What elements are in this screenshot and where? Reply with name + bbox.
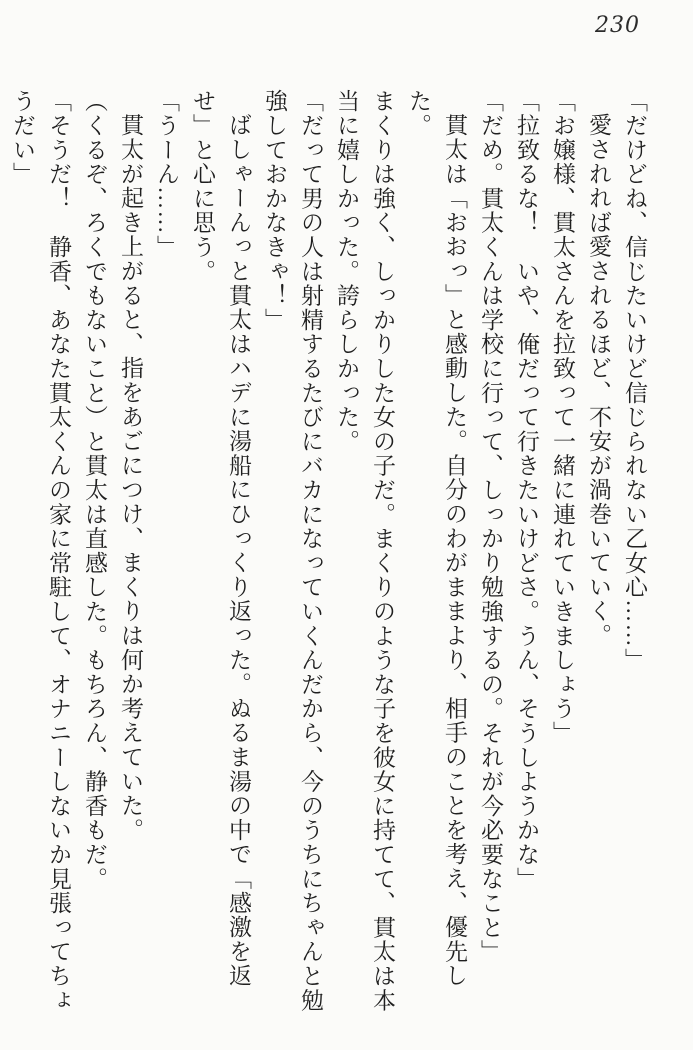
body-text [4,89,652,1019]
text-line: ばしゃーんっと貫太はハデに湯船にひっくり返った。ぬるま湯の中で「感激を返せ」と心に思う。 [190,89,251,989]
text-line: 貫太は「おおっ」と感動した。自分のわがままより、相手のことを考え、優先した。 [406,89,467,989]
text-line: 「お嬢様、貫太さんを拉致って一緒に連れていきましょう」 [550,89,575,746]
text-line: 「拉致るな！ いや、俺だって行きたいけどさ。うん、そうしようかな」 [514,89,539,891]
text-line: 「うーん……」 [154,89,179,260]
text-line: 「だめ。貫太くんは学校に行って、しっかり勉強するの。それが今必要なこと」 [478,89,503,964]
text-line: 愛されれば愛されるほど、不安が渦巻いていく。 [586,113,611,648]
text-line: 「だけどね、信じたいけど信じられない乙女心……」 [622,89,647,673]
text-line: まくりは強く、しっかりした女の子だ。まくりのような子を彼女に持てて、貫太は本当に嬉しかった。誇らしかった。 [334,89,395,1013]
page-number: 230 [595,13,640,38]
text-line: （くるぞ、ろくでもないこと）と貫太は直感した。もちろん、静香もだ。 [82,89,107,891]
text-line: 「そうだ！ 静香、あなた貫太くんの家に常駐して、オナニーしないか見張ってちょうだい」 [10,89,71,1013]
text-line: 貫太が起き上がると、指をあごにつけ、まくりは何か考えていた。 [118,113,143,843]
text-line: 「だって男の人は射精するたびにバカになっていくんだから、今のうちにちゃんと勉強しておかなきゃ！」 [262,89,323,1013]
